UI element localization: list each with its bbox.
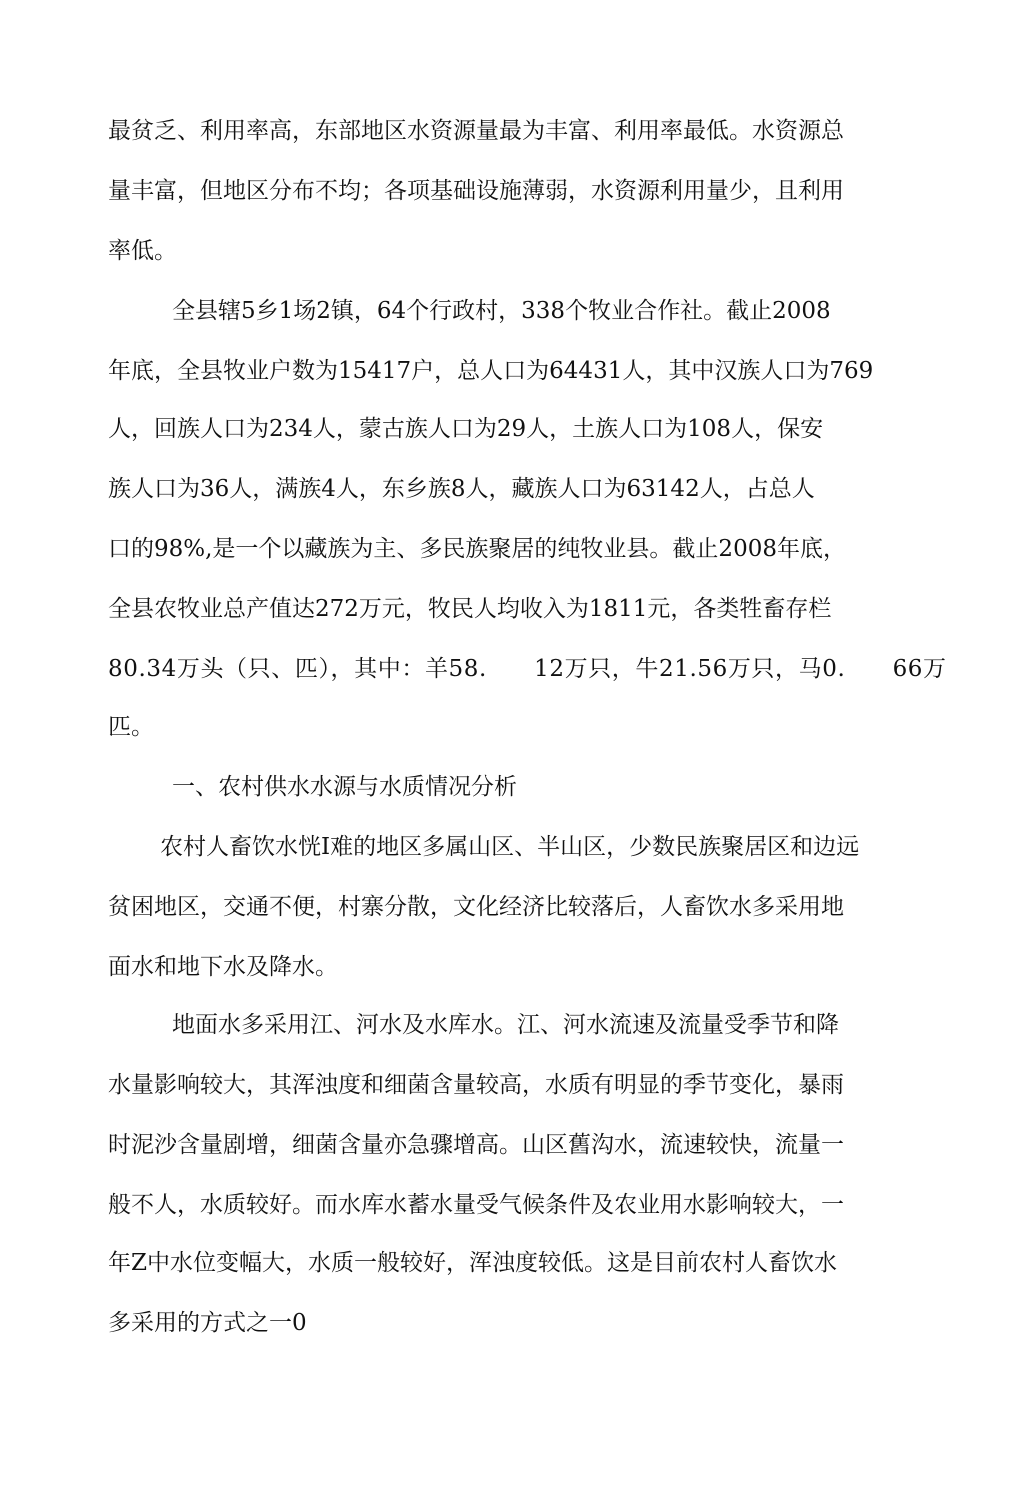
text-line: 全县农牧业总产值达272万元，牧民人均收入为1811元，各类牲畜存栏 [108, 596, 832, 622]
text-line: 全县辖5乡1场2镇，64个行政村，338个牧业合作社。截止2008 [172, 298, 831, 324]
text-line: 面水和地下水及降水。 [108, 954, 338, 980]
text-line: 80.34万头（只、匹），其中：羊58. 12万只，牛21.56万只，马0. 66万 [108, 656, 947, 682]
text-line: 最贫乏、利用率高，东部地区水资源量最为丰富、利用率最低。水资源总 [108, 118, 844, 144]
section-heading: 一、农村供水水源与水质情况分析 [172, 774, 517, 800]
text-line: 口的98%,是一个以藏族为主、多民族聚居的纯牧业县。截止2008年底， [108, 536, 846, 562]
text-line: 多采用的方式之一0 [108, 1310, 307, 1336]
text-line: 贫困地区，交通不便，村寨分散，文化经济比较落后，人畜饮水多采用地 [108, 894, 844, 920]
text-line: 人，回族人口为234人，蒙古族人口为29人，土族人口为108人，保安 [108, 416, 824, 442]
text-line: 时泥沙含量剧增，细菌含量亦急骤增高。山区舊沟水，流速较快，流量一 [108, 1132, 844, 1158]
text-line: 年底，全县牧业户数为15417户，总人口为64431人，其中汉族人口为769 [108, 358, 874, 384]
text-line: 匹。 [108, 714, 154, 740]
text-line: 率低。 [108, 238, 177, 264]
text-line: 族人口为36人，满族4人，东乡族8人，藏族人口为63142人，占总人 [108, 476, 815, 502]
text-line: 般不人，水质较好。而水库水蓄水量受气候条件及农业用水影响较大，一 [108, 1192, 844, 1218]
text-line: 水量影响较大，其浑浊度和细菌含量较高，水质有明显的季节变化，暴雨 [108, 1072, 844, 1098]
text-line: 量丰富，但地区分布不均；各项基础设施薄弱，水资源利用量少，且利用 [108, 178, 844, 204]
text-line: 农村人畜饮水恍I难的地区多属山区、半山区，少数民族聚居区和边远 [160, 834, 860, 860]
text-line: 年Z中水位变幅大，水质一般较好，浑浊度较低。这是目前农村人畜饮水 [108, 1250, 837, 1276]
text-line: 地面水多采用江、河水及水库水。江、河水流速及流量受季节和降 [172, 1012, 839, 1038]
